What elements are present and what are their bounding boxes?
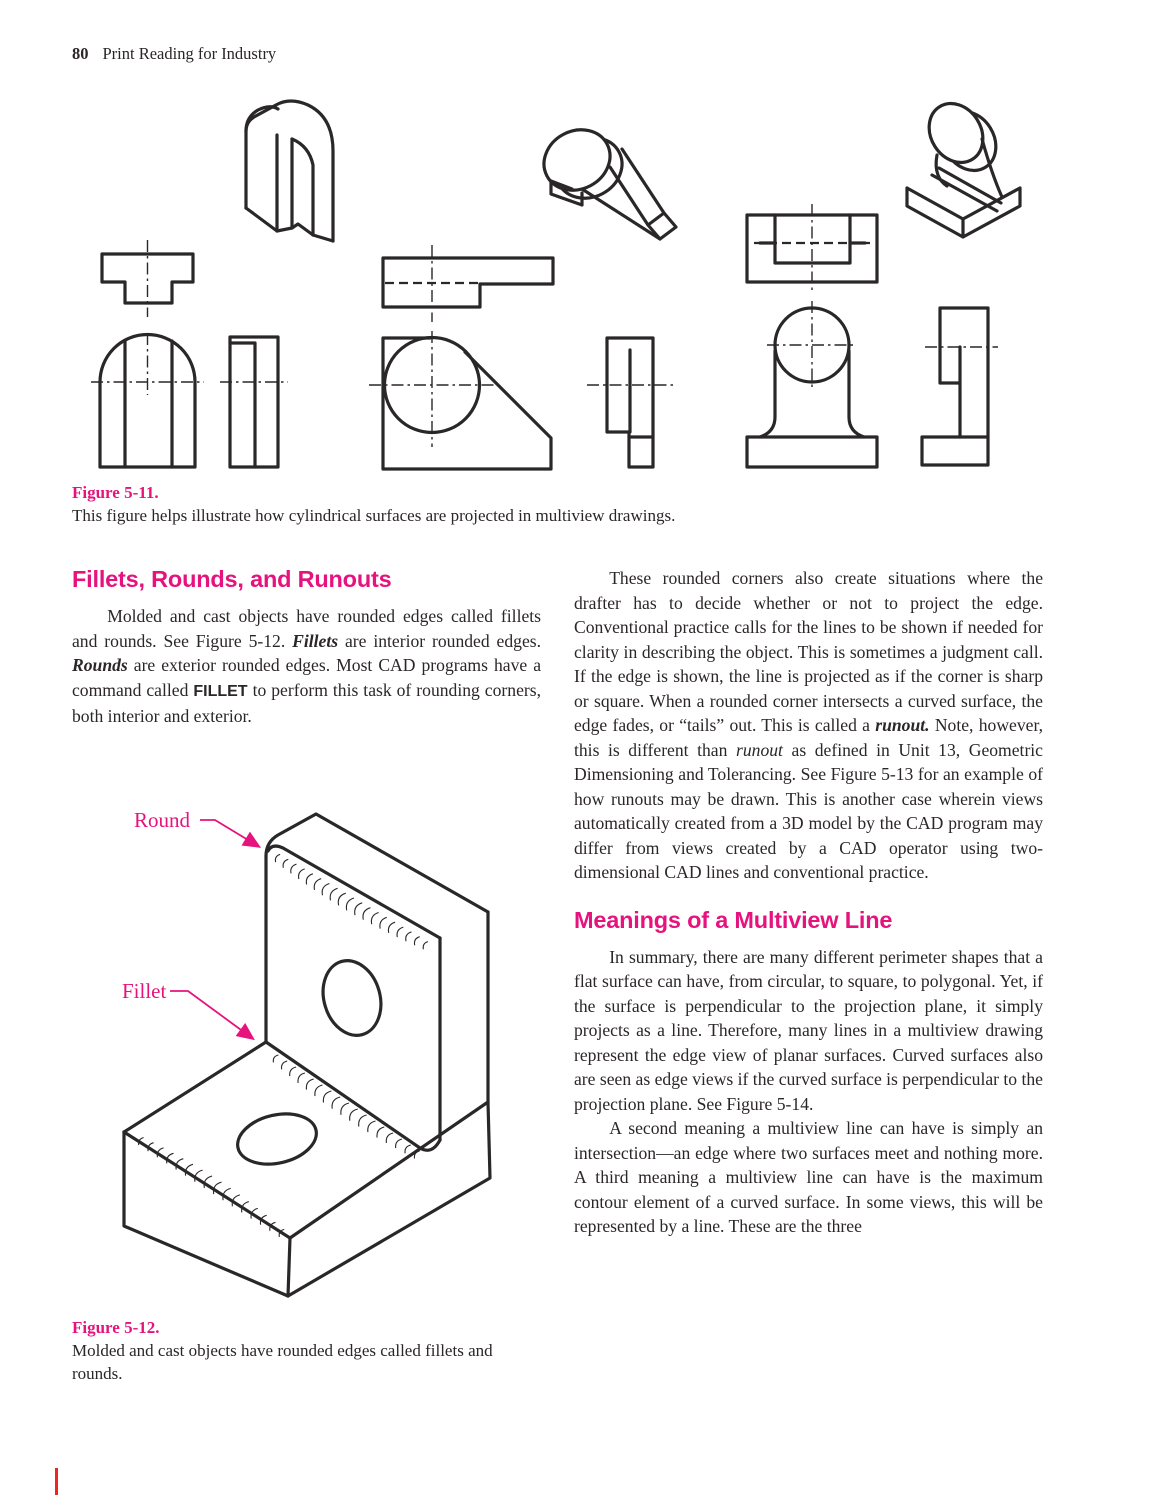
figure-5-12-annotations	[122, 808, 258, 1038]
round-arrow	[200, 820, 258, 846]
round-label: Round	[134, 807, 191, 832]
front-view-wedge	[383, 338, 551, 469]
isometric-view-arch-block	[246, 101, 333, 241]
print-registration-mark	[55, 1468, 58, 1495]
fillet-label: Fillet	[122, 978, 167, 1003]
left-column	[72, 566, 541, 1385]
isometric-view-cylinder-bracket	[907, 93, 1020, 237]
base-hole	[233, 1106, 322, 1171]
figure-5-12-label: Figure 5-12.	[72, 1317, 160, 1337]
front-view-runout-left	[760, 351, 775, 437]
round-edge-hatching	[275, 854, 428, 949]
isometric-view-cylinder-wedge	[533, 118, 676, 239]
side-view-bracket	[940, 308, 988, 437]
fillet-edge-hatching	[273, 1055, 419, 1158]
wall-hole	[315, 953, 390, 1041]
figure-5-12-caption-text: Molded and cast objects have rounded edges called fillets and rounds.	[72, 1340, 493, 1383]
figure-5-12-drawing	[102, 802, 552, 1302]
front-view-arch	[100, 335, 195, 468]
angle-bracket-outline	[124, 814, 490, 1296]
fillet-arrow	[170, 991, 252, 1038]
top-view-stepped	[383, 258, 553, 307]
figure-5-11-label: Figure 5-11.	[72, 483, 159, 502]
paragraph-second-meaning: A second meaning a multiview line can have is simply an intersection—an edge where two surfaces meet and nothing more. A third meaning a multiview line can have is the maximum contour element of a curved surface. In some views, this will be represented by a line. These are the three	[574, 1118, 1043, 1236]
page-header	[72, 44, 276, 64]
front-view-runout-right	[849, 351, 864, 437]
section-heading-fillets: Fillets, Rounds, and Runouts	[72, 566, 392, 592]
view-group-arch-block	[91, 101, 333, 467]
right-column	[574, 566, 1043, 1385]
view-group-cylinder-wedge	[369, 118, 676, 469]
figure-5-11-caption-text: This figure helps illustrate how cylindrical surfaces are projected in multiview drawings.	[72, 506, 676, 525]
book-title: Print Reading for Industry	[102, 44, 277, 63]
figure-5-11-caption	[72, 481, 972, 527]
section-heading-multiview-line: Meanings of a Multiview Line	[574, 906, 893, 933]
page-number: 80	[72, 44, 89, 63]
view-group-cylinder-bracket	[747, 93, 1020, 467]
paragraph-fillets: Molded and cast objects have rounded edges called fillets and rounds. See Figure 5-12. Fillets are interior rounded edges. Rounds are exterior rounded edges. Most CAD programs have a command called FILLET to perform this task of rounding corners, both interior and exterior.	[72, 606, 542, 726]
paragraph-runouts: These rounded corners also create situations where the drafter has to decide whether or not to project the edge. Conventional practice calls for the lines to be shown if needed for clarity in describing the object. This is sometimes a judgment call. If the edge is shown, the line is projected as if the corner is sharp or square. When a rounded corner intersects a curved surface, the edge fades, or “tails” out. This is called a runout. Note, however, this is different than runout as defined in Unit 13, Geometric Dimensioning and Tolerancing. See Figure 5-13 for an example of how runouts may be drawn. This is another case wherein views automatically created from a 3D model by the CAD program may differ from views created by a CAD operator using two-dimensional CAD lines and conventional practice.	[574, 568, 1043, 882]
paragraph-summary: In summary, there are many different perimeter shapes that a flat surface can have, from circular, to square, to polygonal. Yet, if the surface is perpendicular to the projection plane, it simply projects as a line. Therefore, many lines in a multiview drawing represent the edge view of planar surfaces. Curved surfaces also are seen as edge views if the curved surface is perpendicular to the projection plane. See Figure 5-14.	[574, 946, 1043, 1114]
figure-5-11-multiview-drawing	[73, 85, 1083, 480]
figure-5-12-caption	[72, 1316, 532, 1385]
